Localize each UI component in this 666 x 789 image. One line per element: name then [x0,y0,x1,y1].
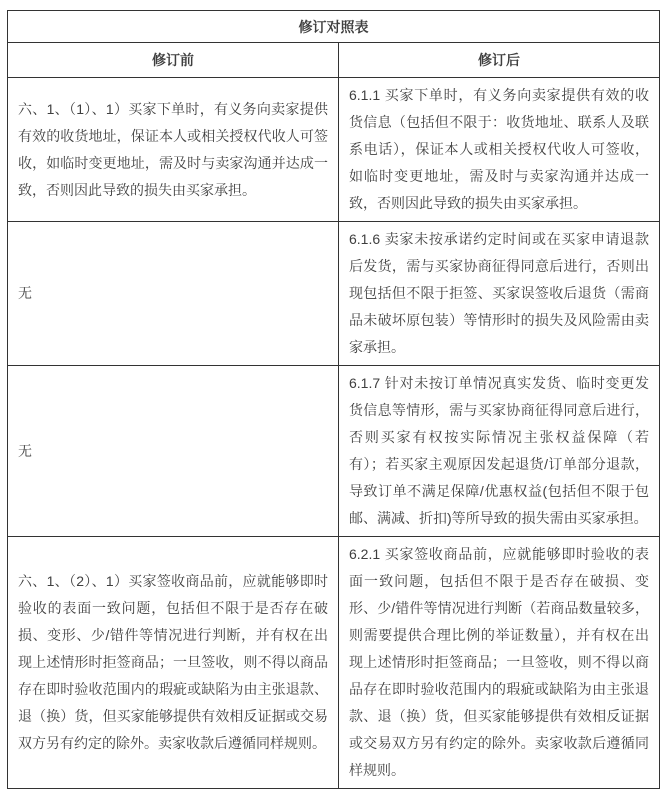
cell-before-row3: 无 [8,366,339,537]
table-header-row [8,43,660,78]
cell-before-row1: 六、1、（1）、1）买家下单时，有义务向卖家提供有效的收货地址，保证本人或相关授权代收人可签收，如临时变更地址，需及时与卖家沟通并达成一致，否则因此导致的损失由买家承担。 [8,78,339,222]
table-row [8,222,660,366]
cell-before-row4: 六、1、（2）、1）买家签收商品前，应就能够即时验收的表面一致问题，包括但不限于是否存在破损、变形、少/错件等情况进行判断，并有权在出现上述情形时拒签商品；一旦签收，则不得以商品存在即时验收范围内的瑕疵或缺陷为由主张退款、退（换）货，但买家能够提供有效相反证据或交易双方另有约定的除外。卖家收款后遵循同样规则。 [8,537,339,789]
cell-after-row3: 6.1.7 针对未按订单情况真实发货、临时变更发货信息等情形，需与买家协商征得同意后进行，否则买家有权按实际情况主张权益保障（若有）；若买家主观原因发起退货/订单部分退款，导致订单不满足保障/优惠权益(包括但不限于包邮、满减、折扣)等所导致的损失需由买家承担。 [339,366,660,537]
column-header-before: 修订前 [8,43,339,78]
table-row [8,78,660,222]
cell-after-row4: 6.2.1 买家签收商品前，应就能够即时验收的表面一致问题，包括但不限于是否存在破损、变形、少/错件等情况进行判断（若商品数量较多，则需要提供合理比例的举证数量），并有权在出现上述情形时拒签商品；一旦签收，则不得以商品存在即时验收范围内的瑕疵或缺陷为由主张退款、退（换）货，但买家能够提供有效相反证据或交易双方另有约定的除外。卖家收款后遵循同样规则。 [339,537,660,789]
table-row [8,366,660,537]
cell-before-row2: 无 [8,222,339,366]
column-header-after: 修订后 [339,43,660,78]
table-title: 修订对照表 [8,11,660,43]
revision-comparison-table [7,10,660,789]
cell-after-row2: 6.1.6 卖家未按承诺约定时间或在买家申请退款后发货，需与买家协商征得同意后进行，否则出现包括但不限于拒签、买家误签收后退货（需商品未破坏原包装）等情形时的损失及风险需由卖家承担。 [339,222,660,366]
table-title-row [8,11,660,43]
cell-after-row1: 6.1.1 买家下单时，有义务向卖家提供有效的收货信息（包括但不限于：收货地址、联系人及联系电话），保证本人或相关授权代收人可签收，如临时变更地址，需及时与卖家沟通并达成一致，否则因此导致的损失由买家承担。 [339,78,660,222]
table-row [8,537,660,789]
